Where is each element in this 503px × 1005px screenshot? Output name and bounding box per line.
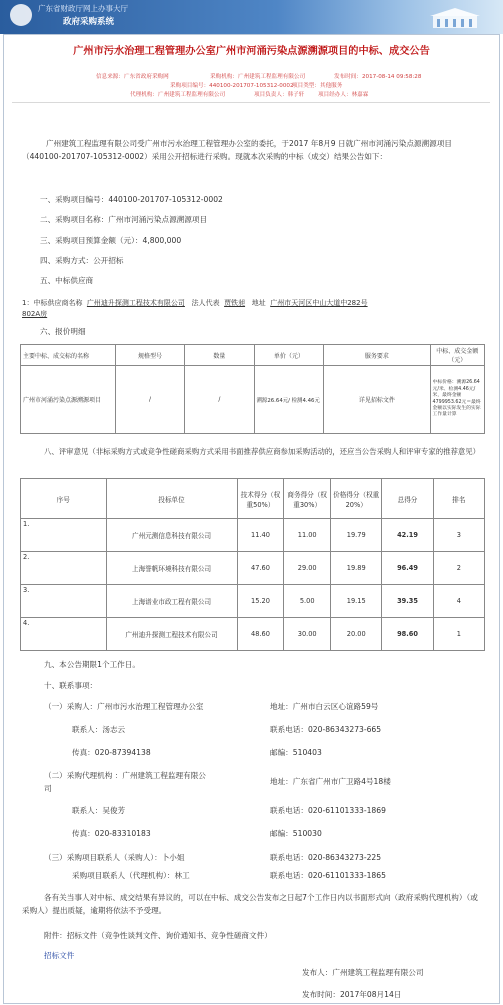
review-text: 八、评审意见（非标采购方式或竞争性磋商采购方式采用书面推荐供应商参加采购活动的，还应当公告采购人和评审专家的推荐意见） bbox=[44, 447, 481, 456]
winner-legal: 贾铁昶 bbox=[224, 299, 246, 307]
score-cell: 19.15 bbox=[331, 585, 382, 618]
price-th-service: 服务要求 bbox=[324, 345, 430, 366]
attachment-link[interactable]: 招标文件 bbox=[44, 951, 75, 960]
price-table bbox=[20, 344, 485, 434]
score-cell: 19.79 bbox=[331, 519, 382, 552]
meta-proxy-agency: 代理机构：广州建筑工程监理有限公司 bbox=[130, 92, 226, 98]
score-th-bidder: 投标单位 bbox=[106, 479, 237, 519]
contact-buyer-addr: 地址：广州市白云区心谊路59号 bbox=[270, 702, 379, 711]
score-cell: 39.35 bbox=[382, 585, 433, 618]
meta-agency: 采购机构：广州建筑工程监理有限公司 bbox=[210, 74, 306, 80]
page-title: 广州市污水治理工程管理办公室广州市河涌污染点源溯源项目的中标、成交公告 bbox=[73, 46, 430, 57]
meta-project-contact2: 项目经办人：林嘉霖 bbox=[318, 92, 369, 98]
contact-agency-person: 联系人：吴俊芳 bbox=[72, 806, 126, 815]
publish-date: 发布时间：2017年08月14日 bbox=[302, 990, 402, 999]
item-project-name: 二、采购项目名称：广州市河涌污染点源溯源项目 bbox=[40, 215, 208, 224]
contact-agency-fax: 传真：020-83310183 bbox=[72, 829, 151, 838]
header-banner bbox=[0, 0, 503, 34]
score-cell: 19.89 bbox=[331, 552, 382, 585]
score-cell: 3. bbox=[21, 585, 107, 618]
meta-publish-time: 发布时间：2017-08-14 09:58:28 bbox=[334, 74, 422, 80]
banner-line1: 广东省财政厅网上办事大厅 bbox=[38, 4, 128, 13]
winner-addr2: 802A房 bbox=[22, 310, 48, 318]
score-cell: 1. bbox=[21, 519, 107, 552]
score-th-tech: 技术得分（权重50%） bbox=[237, 479, 284, 519]
score-cell: 广州迪升探测工程技术有限公司 bbox=[106, 618, 237, 651]
item-winner-heading: 五、中标供应商 bbox=[40, 276, 94, 285]
score-cell: 上海谱业市政工程有限公司 bbox=[106, 585, 237, 618]
score-cell: 98.60 bbox=[382, 618, 433, 651]
price-cell-unit: 溯源26.64元/ 检测4.46元 bbox=[254, 366, 324, 434]
score-cell: 11.40 bbox=[237, 519, 284, 552]
score-cell: 48.60 bbox=[237, 618, 284, 651]
table-row bbox=[21, 519, 485, 552]
score-cell: 29.00 bbox=[284, 552, 331, 585]
contact-agency-addr: 地址：广东省广州市广卫路4号18楼 bbox=[270, 777, 391, 786]
price-th-amount: 中标、成交金额（元） bbox=[430, 345, 484, 366]
contact-project-buyer-tel: 联系电话：020-86343273-225 bbox=[270, 853, 382, 862]
contact-agency-cont: 司 bbox=[44, 784, 52, 793]
contact-agency-tel: 联系电话：020-61101333-1869 bbox=[270, 806, 386, 815]
table-row bbox=[21, 585, 485, 618]
score-cell: 30.00 bbox=[284, 618, 331, 651]
price-cell-name: 广州市河涌污染点源溯源项目 bbox=[21, 366, 116, 434]
banner-line2: 政府采购系统 bbox=[63, 17, 115, 27]
contact-buyer-person: 联系人：汤志云 bbox=[72, 725, 126, 734]
price-cell-spec: / bbox=[115, 366, 184, 434]
score-cell: 2. bbox=[21, 552, 107, 585]
attachment-text: 附件：招标文件（竞争性谈判文件、询价通知书、竞争性磋商文件） bbox=[44, 931, 272, 940]
divider bbox=[12, 102, 490, 103]
publisher: 发布人：广州建筑工程监理有限公司 bbox=[302, 968, 424, 977]
score-cell: 5.00 bbox=[284, 585, 331, 618]
contact-project-buyer: （三）采购项目联系人（采购人）：卜小姐 bbox=[44, 853, 185, 862]
score-table bbox=[20, 478, 485, 651]
item-method: 四、采购方式：公开招标 bbox=[40, 256, 124, 265]
item-budget: 三、采购项目预算金额（元）：4,800,000 bbox=[40, 236, 182, 245]
price-cell-service: 详见招标文件 bbox=[324, 366, 430, 434]
score-th-rank: 排名 bbox=[433, 479, 484, 519]
winner-addr-label: 地址 bbox=[251, 299, 266, 307]
price-th-name: 主要中标、成交标的名称 bbox=[21, 345, 116, 366]
price-cell-qty: / bbox=[185, 366, 254, 434]
score-th-no: 序号 bbox=[21, 479, 107, 519]
contact-buyer-fax: 传真：020-87394138 bbox=[72, 748, 151, 757]
winner-name: 广州迪升探测工程技术有限公司 bbox=[86, 299, 185, 307]
emblem-icon bbox=[10, 4, 32, 26]
winner-prefix: 1：中标供应商名称 bbox=[22, 299, 83, 307]
meta-source: 信息来源：广东省政府采购网 bbox=[96, 74, 169, 80]
contact-buyer-zip: 邮编：510403 bbox=[270, 748, 322, 757]
table-row bbox=[21, 618, 485, 651]
contacts-heading: 十、联系事项： bbox=[44, 681, 98, 690]
score-cell: 47.60 bbox=[237, 552, 284, 585]
winner-line bbox=[22, 298, 368, 308]
score-cell: 2 bbox=[433, 552, 484, 585]
winner-addr: 广州市天河区中山大道中282号 bbox=[270, 299, 368, 307]
score-th-total: 总得分 bbox=[382, 479, 433, 519]
period-text: 九、本公告期限1个工作日。 bbox=[44, 660, 140, 669]
score-cell: 广州元测信息科技有限公司 bbox=[106, 519, 237, 552]
price-th-unit: 单价（元） bbox=[254, 345, 324, 366]
contact-agency: （二）采购代理机构 ：广州建筑工程监理有限公 bbox=[44, 771, 206, 780]
price-th-qty: 数量 bbox=[185, 345, 254, 366]
price-th-spec: 规格型号 bbox=[115, 345, 184, 366]
price-cell-amount: 中标价格：溯源26.64元/米、检测4.46元/米，最终金额4799953.62元＝最终金额以实际发生的实际工作量计算 bbox=[430, 366, 484, 434]
winner-legal-label: 法人代表 bbox=[191, 299, 220, 307]
score-cell: 20.00 bbox=[331, 618, 382, 651]
objection-text: 各有关当事人对中标、成交结果有异议的，可以在中标、成交公告发布之日起7个工作日内以书面形式向（政府采购代理机构）（或采购人）提出质疑，逾期将依法不予受理。 bbox=[22, 893, 478, 915]
score-cell: 3 bbox=[433, 519, 484, 552]
contact-agency-zip: 邮编：510030 bbox=[270, 829, 322, 838]
building-icon bbox=[425, 6, 485, 30]
score-cell: 11.00 bbox=[284, 519, 331, 552]
score-cell: 上海誉帆环境科技有限公司 bbox=[106, 552, 237, 585]
contact-buyer: （一）采购人：广州市污水治理工程管理办公室 bbox=[44, 702, 204, 711]
score-th-price: 价格得分（权重20%） bbox=[331, 479, 382, 519]
meta-category: 项目类型：其他服务 bbox=[292, 83, 343, 89]
price-heading: 六、报价明细 bbox=[40, 327, 86, 336]
contact-buyer-tel: 联系电话：020-86343273-665 bbox=[270, 725, 382, 734]
score-cell: 1 bbox=[433, 618, 484, 651]
table-row bbox=[21, 552, 485, 585]
meta-project-no: 采购项目编号：440100-201707-105312-0002 bbox=[170, 83, 294, 89]
score-cell: 4 bbox=[433, 585, 484, 618]
contact-project-agency: 采购项目联系人（代理机构）：林工 bbox=[72, 871, 190, 880]
score-cell: 4. bbox=[21, 618, 107, 651]
intro-text: 广州建筑工程监理有限公司受广州市污水治理工程管理办公室的委托，于2017 年8月9 日就广州市河涌污染点源溯源项目（440100-201707-105312-0002）采用公开招标进行采购。现就本次采购的中标（成交）结果公告如下： bbox=[22, 139, 452, 161]
meta-project-contact: 项目负责人：韩子轩 bbox=[254, 92, 305, 98]
score-cell: 96.49 bbox=[382, 552, 433, 585]
score-cell: 15.20 bbox=[237, 585, 284, 618]
score-th-biz: 商务得分（权重30%） bbox=[284, 479, 331, 519]
item-project-no: 一、采购项目编号：440100-201707-105312-0002 bbox=[40, 195, 223, 204]
score-cell: 42.19 bbox=[382, 519, 433, 552]
contact-project-agency-tel: 联系电话：020-61101333-1865 bbox=[270, 871, 386, 880]
